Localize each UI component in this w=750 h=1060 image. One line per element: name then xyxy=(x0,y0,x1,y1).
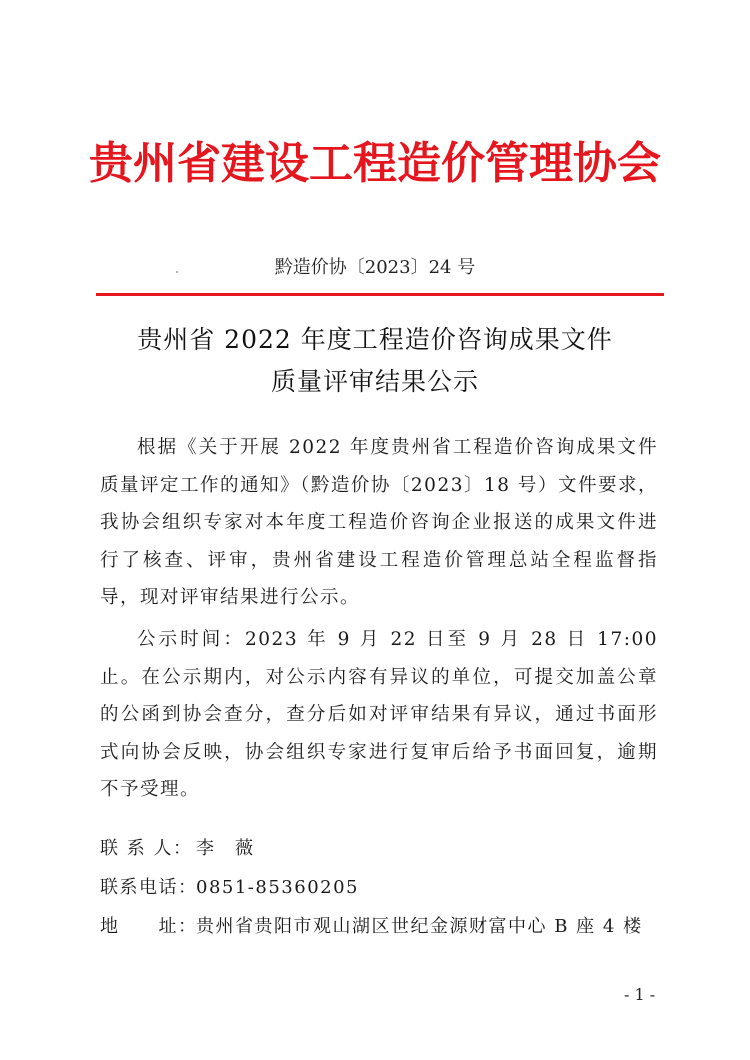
contact-phone-label: 联系电话： xyxy=(100,877,198,898)
contact-address-row xyxy=(100,912,660,942)
page-number: - 1 - xyxy=(624,985,656,1004)
contact-address-label: 地 址： xyxy=(100,916,198,937)
contact-address-value: 贵州省贵阳市观山湖区世纪金源财富中心 B 座 4 楼 xyxy=(196,916,643,937)
contact-person-value: 李 薇 xyxy=(196,838,255,859)
document-number: 黔造价协〔2023〕24 号 xyxy=(274,257,476,278)
contact-person-label: 联 系 人： xyxy=(100,838,193,859)
document-title-line2: 质量评审结果公示 xyxy=(270,367,479,396)
body-paragraph-1: 根据《关于开展 2022 年度贵州省工程造价咨询成果文件质量评定工作的通知》（黔造价协〔2023〕18 号）文件要求，我协会组织专家对本年度工程造价咨询企业报送的成果文件进行了核查、评审，贵州省建设工程造价管理总站全程监督指导，现对评审结果进行公示。 xyxy=(100,437,658,608)
organization-header: 贵州省建设工程造价管理协会 xyxy=(89,138,661,189)
body-paragraph-2: 公示时间：2023 年 9 月 22 日至 9 月 28 日 17:00 止。在公示期内，对公示内容有异议的单位，可提交加盖公章的公函到协会查分，查分后如对评审结果有异议，通过书面形式向协会反映，协会组织专家进行复审后给予书面回复，逾期不予受理。 xyxy=(100,629,658,800)
document-title-line1: 贵州省 2022 年度工程造价咨询成果文件 xyxy=(137,325,613,354)
header-divider xyxy=(96,293,664,296)
contact-phone-row xyxy=(100,873,660,903)
contact-person-row xyxy=(100,834,660,864)
contact-phone-value: 0851-85360205 xyxy=(196,877,360,898)
